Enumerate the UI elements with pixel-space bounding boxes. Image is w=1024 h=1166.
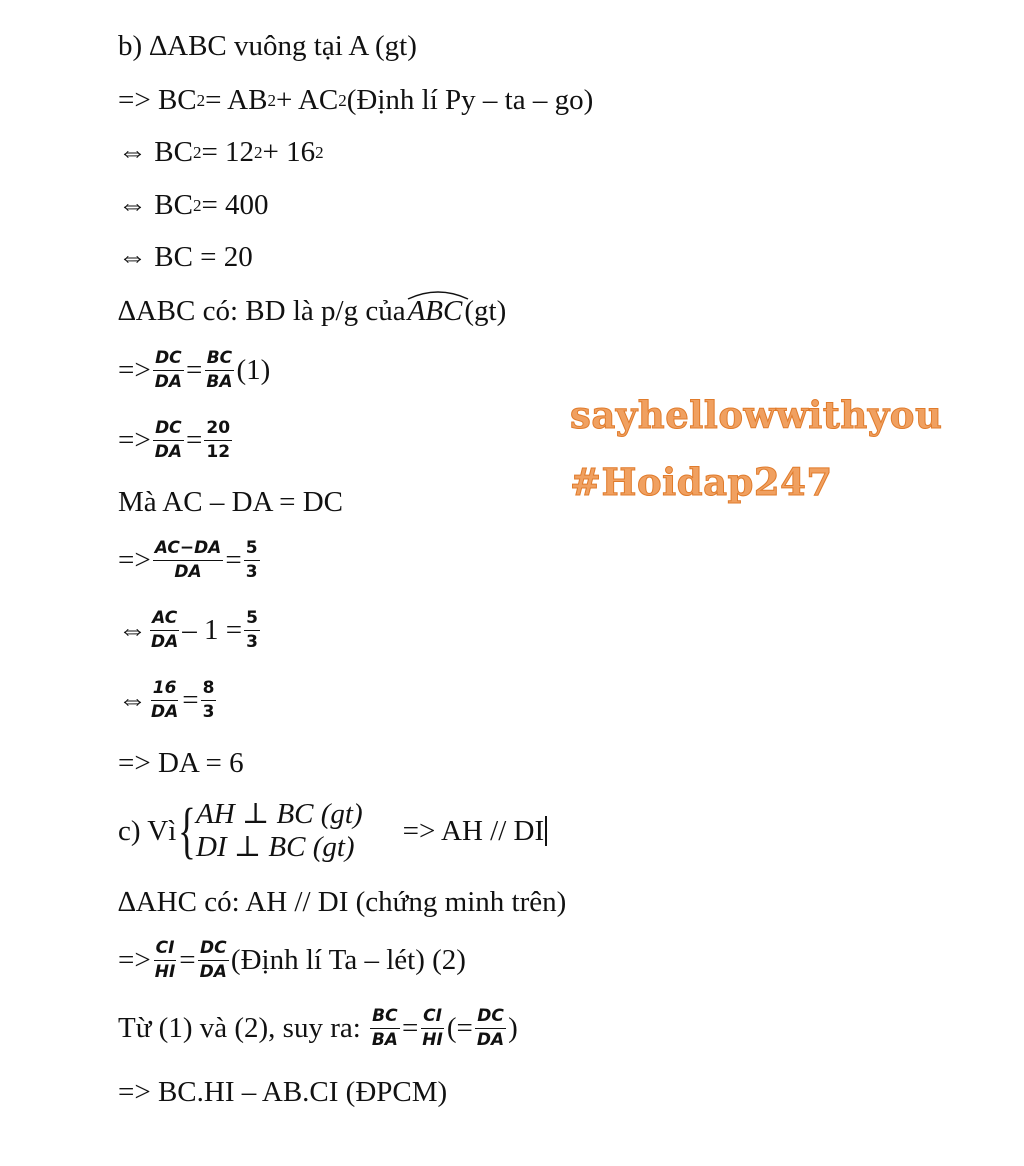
line-ratio-values (118, 420, 234, 461)
text: ⇔ BC (118, 189, 193, 221)
text: (= (446, 1012, 473, 1044)
watermark-tag: #Hoidap247 (570, 460, 833, 504)
text-cursor (545, 816, 547, 846)
denominator: DA (476, 1030, 505, 1050)
denominator: 3 (246, 632, 258, 652)
denominator: 3 (202, 702, 215, 722)
line-da-result (118, 749, 244, 778)
fraction-5-3 (244, 540, 260, 581)
fraction-dc-da (475, 1008, 506, 1049)
line-final (118, 1078, 447, 1107)
exponent: 2 (192, 143, 202, 162)
line-16-da (118, 680, 218, 721)
text: = 12 (201, 136, 255, 168)
numerator: BC (370, 1008, 399, 1029)
text: => BC.HI – AB.CI (ĐPCM) (118, 1076, 448, 1108)
angle-abc (408, 297, 463, 326)
numerator: AC−DA (153, 540, 224, 561)
text: – 1 = (182, 614, 243, 646)
left-brace: { (178, 797, 197, 865)
text: (1) (236, 354, 271, 386)
fraction-dc-da (198, 940, 229, 981)
fraction-5-3 (244, 610, 260, 651)
text: b) ∆ABC vuông tại A (gt) (118, 30, 417, 62)
denominator: DA (174, 562, 202, 582)
line-bc-squared (118, 191, 269, 220)
numerator: 5 (244, 540, 260, 561)
denominator: DA (151, 632, 179, 652)
equation-system (196, 800, 363, 862)
text: Từ (1) và (2), suy ra: (118, 1012, 361, 1044)
fraction-ci-hi (153, 940, 178, 981)
numerator: 20 (204, 420, 232, 441)
exponent: 2 (196, 91, 206, 110)
text: = AB (205, 84, 268, 116)
numerator: CI (154, 940, 177, 961)
line-ratio-1 (118, 350, 270, 391)
line-substitution (118, 138, 324, 167)
numerator: DC (153, 350, 184, 371)
fraction-20-12 (204, 420, 232, 461)
fraction-8-3 (201, 680, 217, 721)
numerator: DC (153, 420, 184, 441)
line-ac-da-minus-1 (118, 610, 262, 651)
text: = 400 (201, 189, 269, 221)
text: ) (508, 1012, 518, 1044)
text: => AH // DI (402, 814, 545, 847)
text: ∆AHC có: AH // DI (chứng minh trên) (118, 886, 567, 918)
denominator: 3 (245, 562, 258, 582)
fraction-ci-hi (420, 1008, 445, 1049)
line-c-system (118, 797, 547, 865)
numerator: BC (205, 350, 234, 371)
equals: = (401, 1012, 419, 1044)
text: => (118, 424, 151, 456)
denominator: 12 (206, 442, 231, 462)
denominator: DA (154, 442, 182, 462)
equation: DI ⊥ BC (gt) (196, 831, 355, 863)
fraction-ac-da (149, 610, 180, 651)
line-b-header (118, 32, 417, 61)
line-ratio-5-3 (118, 540, 262, 581)
exponent: 2 (254, 143, 263, 162)
fraction-bc-ba (204, 350, 234, 391)
numerator: 5 (244, 610, 260, 631)
exponent: 2 (267, 91, 276, 110)
text: => (118, 354, 151, 386)
denominator: DA (151, 702, 179, 722)
text: ⇔ (118, 684, 147, 716)
text: (gt) (464, 295, 507, 327)
text: (Định lí Py – ta – go) (346, 84, 594, 116)
text: ∆ABC có: BD là p/g của (118, 295, 406, 327)
fraction-16-da (149, 680, 180, 721)
text: + 16 (262, 136, 316, 168)
text: ⇔ BC = 20 (118, 241, 253, 273)
denominator: BA (206, 372, 233, 392)
numerator: DC (198, 940, 229, 961)
equals: = (186, 424, 203, 456)
denominator: BA (371, 1030, 398, 1050)
watermark-username: sayhellowwithyou (570, 393, 943, 437)
numerator: AC (150, 610, 179, 631)
equals: = (186, 354, 203, 386)
line-conclusion-ratio (118, 1008, 518, 1049)
fraction-bc-ba (370, 1008, 400, 1049)
text: ⇔ BC (118, 136, 193, 168)
denominator: HI (422, 1030, 443, 1050)
denominator: HI (154, 962, 176, 982)
denominator: DA (199, 962, 227, 982)
line-pythagoras (118, 86, 593, 115)
text: Mà AC – DA = DC (118, 486, 344, 518)
numerator: CI (421, 1008, 444, 1029)
exponent: 2 (338, 91, 347, 110)
fraction-dc-da (153, 420, 184, 461)
text: + AC (275, 84, 339, 116)
text: => BC (118, 84, 197, 116)
text: ⇔ (118, 614, 147, 646)
line-ahc (118, 888, 566, 917)
angle-label: ABC (407, 295, 463, 327)
line-bisector (118, 297, 506, 326)
text: => (118, 944, 151, 976)
fraction-acda-da (153, 540, 224, 581)
equals: = (225, 544, 242, 576)
numerator: DC (475, 1008, 506, 1029)
equals: = (179, 944, 196, 976)
line-thales (118, 940, 466, 981)
angle-arc-icon (406, 288, 470, 300)
text: => (118, 544, 151, 576)
equation: AH ⊥ BC (gt) (196, 798, 363, 830)
exponent: 2 (192, 196, 202, 215)
equals: = (182, 684, 199, 716)
numerator: 8 (201, 680, 217, 701)
text: c) Vì (118, 814, 177, 847)
line-bc-result (118, 243, 253, 272)
text: => DA = 6 (118, 747, 244, 779)
numerator: 16 (151, 680, 179, 701)
denominator: DA (154, 372, 182, 392)
fraction-dc-da (153, 350, 184, 391)
text: (Định lí Ta – lét) (2) (230, 944, 466, 976)
exponent: 2 (315, 143, 324, 162)
line-ac-minus-da (118, 488, 343, 517)
